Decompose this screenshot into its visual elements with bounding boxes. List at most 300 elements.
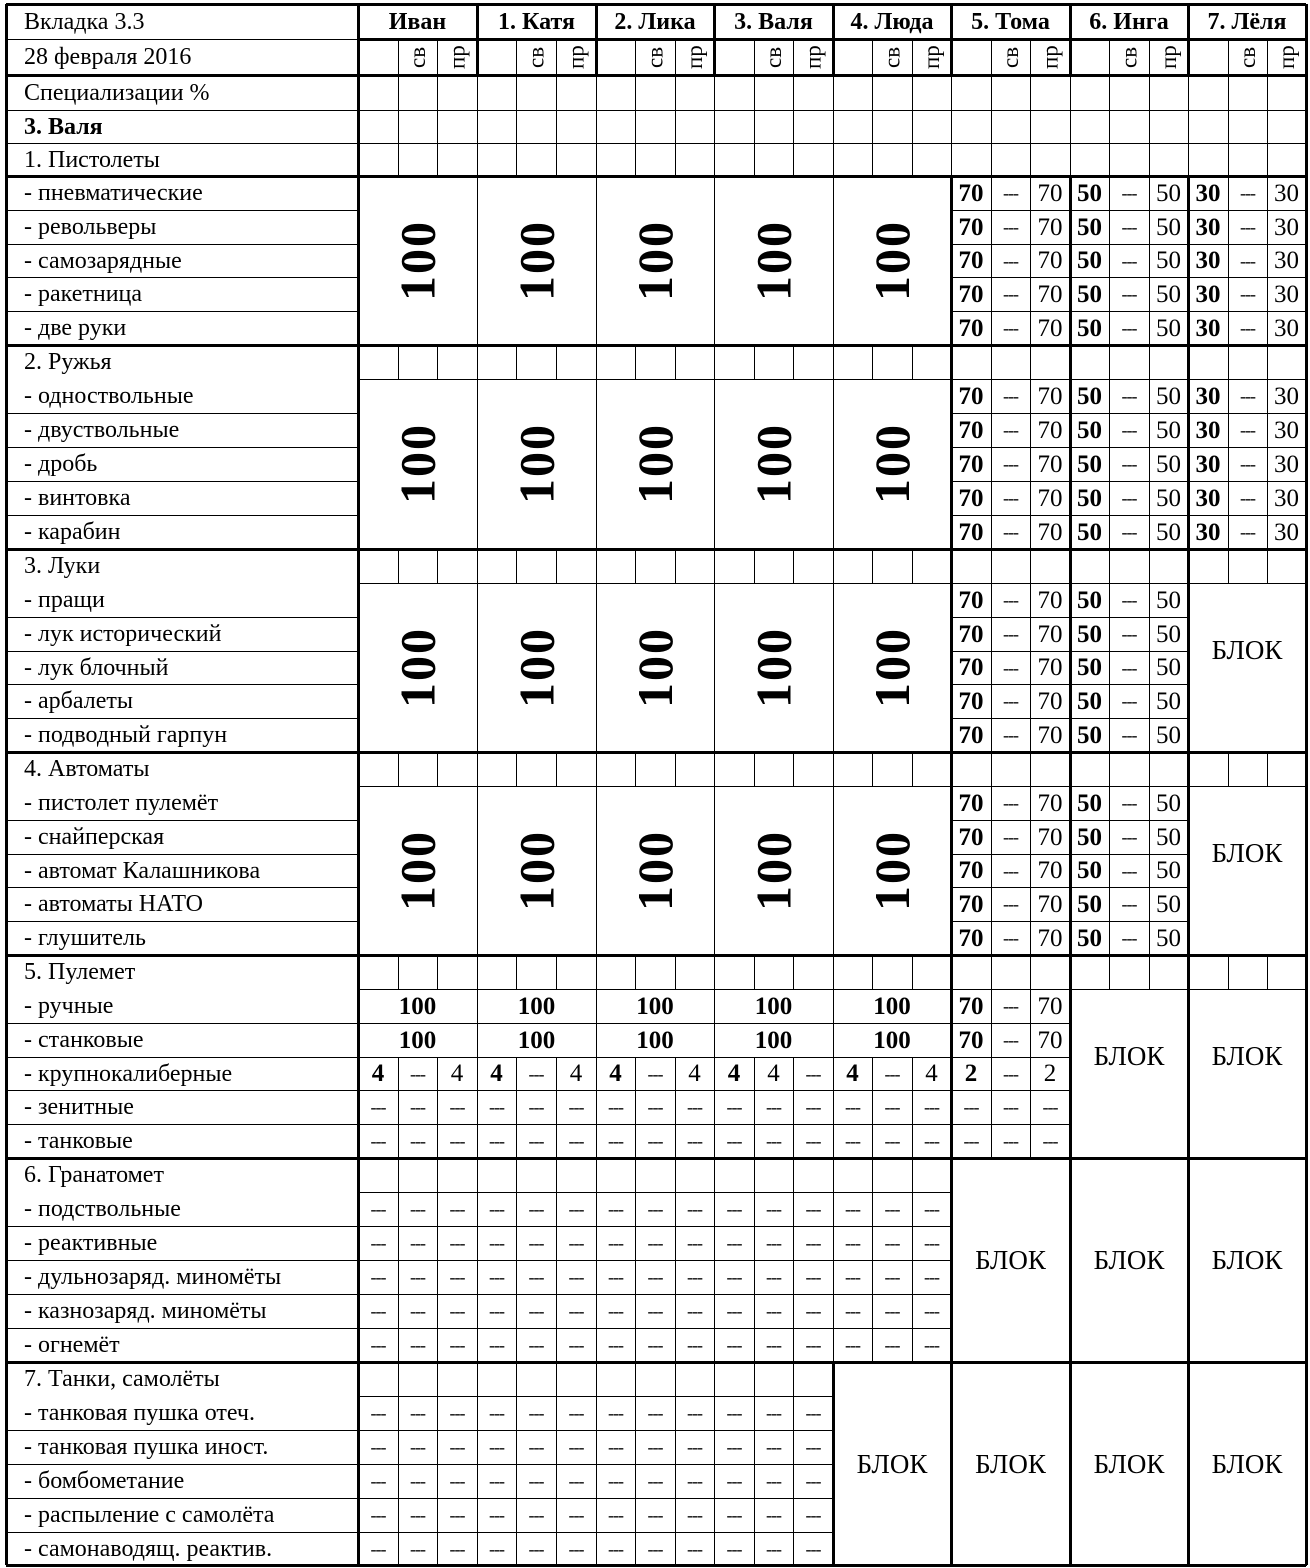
- value-cell: 50: [1077, 620, 1102, 648]
- value-cell: ---: [568, 1539, 584, 1559]
- grid-hline: [1070, 515, 1109, 516]
- grid-hline: [437, 1396, 477, 1397]
- grid-vline: [635, 39, 636, 75]
- merged-100: 100: [745, 627, 802, 708]
- grid-hline: [1228, 447, 1267, 448]
- value-cell: ---: [1240, 522, 1255, 542]
- grid-vline: [516, 75, 517, 110]
- grid-vline: [1109, 820, 1110, 854]
- value-cell: 30: [1274, 450, 1299, 478]
- grid-vline: [635, 1294, 636, 1328]
- value-cell: 4: [767, 1060, 780, 1087]
- grid-hline: [991, 651, 1030, 652]
- grid-vline: [912, 1057, 913, 1090]
- grid-hline: [1149, 921, 1188, 922]
- value-cell: ---: [647, 1335, 663, 1355]
- grid-hline: [1149, 515, 1188, 516]
- value-cell: ---: [647, 1505, 663, 1525]
- grid-hline: [1070, 887, 1109, 888]
- value-cell: ---: [608, 1335, 623, 1355]
- grid-vline: [635, 1124, 636, 1158]
- merged-100: 100: [627, 830, 683, 911]
- grid-hline: [1109, 277, 1149, 278]
- grid-vline: [437, 1328, 438, 1362]
- grid-vline: [754, 1362, 755, 1396]
- person-header: Иван: [388, 8, 447, 35]
- grid-hline: [951, 515, 991, 516]
- value-cell: 70: [958, 620, 984, 648]
- grid-vline: [912, 1158, 913, 1192]
- grid-hline: [516, 1124, 556, 1125]
- section-title: 2. Ружья: [24, 349, 112, 375]
- value-cell: ---: [726, 1267, 742, 1287]
- grid-hline: [477, 1328, 516, 1329]
- value-cell: ---: [410, 1097, 425, 1117]
- value-cell: 50: [1156, 247, 1181, 274]
- grid-vline: [1030, 617, 1031, 651]
- value-cell: ---: [1003, 725, 1018, 745]
- value-cell: ---: [449, 1471, 465, 1491]
- grid-vline: [1109, 379, 1110, 413]
- grid-vline: [437, 1498, 438, 1532]
- grid-vline: [675, 143, 676, 176]
- value-cell: 50: [1077, 823, 1102, 851]
- grid-hline: [833, 786, 951, 787]
- grid-hline: [398, 1260, 437, 1261]
- value-cell: ---: [766, 1471, 781, 1491]
- grid-vline: [477, 1498, 478, 1532]
- grid-vline: [675, 1226, 676, 1260]
- value-cell: ---: [726, 1539, 742, 1559]
- grid-hline: [516, 110, 556, 111]
- grid-hline: [991, 1090, 1030, 1091]
- value-cell: 50: [1156, 280, 1181, 308]
- grid-vline: [1109, 549, 1110, 583]
- grid-vline: [872, 1057, 873, 1090]
- grid-vline: [833, 1260, 834, 1294]
- value-cell: 50: [1156, 179, 1181, 207]
- grid-hline: [1109, 311, 1149, 312]
- value-cell: ---: [1003, 827, 1018, 847]
- grid-hline: [1070, 617, 1109, 618]
- value-cell: ---: [766, 1131, 781, 1151]
- grid-hline: [951, 887, 991, 888]
- value-cell: ---: [370, 1131, 386, 1151]
- grid-vline: [596, 379, 597, 549]
- grid-vline: [1149, 786, 1150, 820]
- value-cell: 70: [958, 924, 984, 952]
- grid-vline: [516, 955, 517, 989]
- value-cell: ---: [528, 1539, 544, 1559]
- value-cell: ---: [1240, 454, 1255, 474]
- value-cell: 70: [958, 518, 984, 546]
- item-label: - револьверы: [24, 214, 157, 240]
- grid-hline: [358, 1226, 398, 1227]
- grid-vline: [477, 583, 478, 752]
- grid-vline: [872, 1124, 873, 1158]
- grid-vline: [1030, 345, 1031, 379]
- value-cell: 4: [727, 1060, 741, 1087]
- value-cell: 70: [1037, 687, 1063, 715]
- value-cell: 70: [1037, 620, 1063, 648]
- grid-vline: [398, 345, 399, 379]
- merged-100: 100: [389, 627, 446, 708]
- grid-hline: [1109, 820, 1149, 821]
- sub-pr: пр: [919, 45, 944, 69]
- value-cell: ---: [647, 1063, 663, 1084]
- value-cell: 50: [1077, 314, 1102, 342]
- value-cell: ---: [489, 1403, 504, 1423]
- value-cell: 30: [1274, 314, 1299, 342]
- grid-hline: [793, 1396, 833, 1397]
- grid-hline: [1030, 684, 1070, 685]
- grid-vline: [1109, 921, 1110, 955]
- grid-hline: [6, 3, 1306, 6]
- grid-vline: [556, 1192, 557, 1226]
- merged-100: 100: [873, 992, 911, 1020]
- grid-hline: [872, 1294, 912, 1295]
- grid-hline: [358, 143, 398, 144]
- grid-vline: [1228, 447, 1229, 481]
- item-label: - одноствольные: [24, 383, 194, 409]
- value-cell: ---: [1121, 183, 1137, 203]
- grid-hline: [991, 1124, 1030, 1125]
- value-cell: 70: [1037, 654, 1063, 681]
- grid-hline: [596, 583, 714, 584]
- value-cell: ---: [370, 1335, 386, 1355]
- grid-vline: [556, 1430, 557, 1464]
- grid-vline: [991, 921, 992, 955]
- grid-vline: [635, 1226, 636, 1260]
- sub-sv: св: [405, 46, 430, 68]
- grid-vline: [1030, 1090, 1031, 1124]
- grid-hline: [6, 110, 358, 111]
- value-cell: ---: [449, 1505, 465, 1525]
- grid-hline: [596, 110, 635, 111]
- value-cell: ---: [1121, 725, 1137, 745]
- value-cell: 30: [1195, 382, 1221, 410]
- grid-vline: [714, 110, 715, 143]
- grid-hline: [793, 1294, 833, 1295]
- grid-hline: [398, 110, 437, 111]
- item-label: - ручные: [24, 993, 114, 1019]
- grid-hline: [754, 110, 793, 111]
- grid-hline: [398, 143, 437, 144]
- grid-vline: [437, 1124, 438, 1158]
- value-cell: ---: [608, 1471, 623, 1491]
- grid-vline: [1228, 277, 1229, 311]
- grid-vline: [477, 1464, 478, 1498]
- merged-100: 100: [389, 220, 446, 301]
- value-cell: ---: [1003, 657, 1018, 678]
- item-label: - самонаводящ. реактив.: [24, 1536, 273, 1562]
- grid-hline: [714, 1328, 754, 1329]
- grid-hline: [754, 1226, 793, 1227]
- grid-vline: [872, 75, 873, 110]
- grid-vline: [398, 75, 399, 110]
- grid-vline: [833, 143, 834, 176]
- grid-hline: [1109, 684, 1149, 685]
- grid-vline: [516, 549, 517, 583]
- grid-hline: [1188, 515, 1228, 516]
- grid-hline: [1109, 244, 1149, 245]
- grid-vline: [556, 1260, 557, 1294]
- grid-hline: [872, 1226, 912, 1227]
- grid-vline: [833, 75, 834, 110]
- grid-vline: [477, 1057, 478, 1090]
- grid-hline: [754, 1124, 793, 1125]
- value-cell: ---: [608, 1267, 623, 1287]
- grid-hline: [872, 110, 912, 111]
- value-cell: ---: [1121, 217, 1137, 237]
- grid-vline: [1109, 39, 1110, 75]
- grid-vline: [1109, 345, 1110, 379]
- grid-vline: [516, 1057, 517, 1090]
- grid-vline: [872, 143, 873, 176]
- grid-hline: [951, 921, 991, 922]
- grid-hline: [951, 989, 991, 990]
- grid-vline: [1109, 718, 1110, 752]
- sub-pr: пр: [682, 45, 707, 69]
- value-cell: ---: [449, 1335, 465, 1355]
- item-label: - танковая пушка иност.: [24, 1434, 269, 1460]
- grid-vline: [1109, 110, 1110, 143]
- grid-vline: [912, 549, 913, 583]
- grid-vline: [437, 345, 438, 379]
- value-cell: 70: [1037, 823, 1063, 851]
- value-cell: ---: [608, 1539, 623, 1559]
- grid-vline: [1267, 110, 1268, 143]
- grid-vline: [1149, 549, 1150, 583]
- grid-hline: [991, 921, 1030, 922]
- value-cell: ---: [726, 1437, 742, 1457]
- value-cell: ---: [410, 1199, 425, 1219]
- merged-100: 100: [745, 423, 802, 505]
- value-cell: ---: [687, 1233, 702, 1253]
- grid-hline: [596, 1192, 635, 1193]
- grid-hline: [437, 1294, 477, 1295]
- grid-hline: [833, 1192, 872, 1193]
- grid-vline: [872, 955, 873, 989]
- grid-hline: [358, 1396, 398, 1397]
- grid-vline: [793, 1532, 794, 1566]
- grid-hline: [358, 1023, 477, 1024]
- grid-vline: [714, 583, 715, 752]
- value-cell: ---: [647, 1267, 663, 1287]
- value-cell: ---: [924, 1199, 939, 1219]
- grid-vline: [714, 1328, 715, 1362]
- grid-hline: [516, 1430, 556, 1431]
- value-cell: ---: [1121, 522, 1137, 542]
- grid-hline: [556, 1226, 596, 1227]
- grid-hline: [1267, 311, 1306, 312]
- grid-hline: [872, 1328, 912, 1329]
- value-cell: ---: [410, 1301, 425, 1321]
- grid-vline: [951, 143, 952, 176]
- grid-vline: [991, 617, 992, 651]
- grid-vline: [872, 1328, 873, 1362]
- grid-vline: [675, 345, 676, 379]
- grid-vline: [675, 1464, 676, 1498]
- grid-vline: [516, 345, 517, 379]
- grid-hline: [556, 1124, 596, 1125]
- grid-vline: [516, 1090, 517, 1124]
- value-cell: ---: [410, 1335, 425, 1355]
- value-cell: ---: [884, 1335, 900, 1355]
- item-label: - пистолет пулемёт: [24, 790, 219, 816]
- grid-hline: [1109, 617, 1149, 618]
- grid-hline: [675, 1226, 714, 1227]
- grid-vline: [675, 1124, 676, 1158]
- grid-vline: [1030, 481, 1031, 515]
- grid-vline: [754, 549, 755, 583]
- person-header: 6. Инга: [1089, 8, 1169, 35]
- grid-hline: [596, 1464, 635, 1465]
- grid-vline: [991, 583, 992, 617]
- item-label: - реактивные: [24, 1230, 158, 1256]
- grid-hline: [991, 854, 1030, 855]
- grid-hline: [1149, 684, 1188, 685]
- grid-hline: [596, 1430, 635, 1431]
- grid-vline: [754, 1158, 755, 1192]
- grid-hline: [793, 1464, 833, 1465]
- grid-vline: [793, 1260, 794, 1294]
- item-label: - пращи: [24, 587, 105, 613]
- value-cell: 30: [1274, 382, 1299, 410]
- grid-hline: [1070, 684, 1109, 685]
- grid-hline: [1030, 481, 1070, 482]
- value-cell: ---: [410, 1233, 425, 1253]
- grid-hline: [437, 1328, 477, 1329]
- value-cell: ---: [608, 1131, 623, 1151]
- grid-vline: [872, 110, 873, 143]
- grid-hline: [1109, 651, 1149, 652]
- grid-hline: [516, 1090, 556, 1091]
- value-cell: ---: [370, 1403, 386, 1423]
- value-cell: ---: [370, 1267, 386, 1287]
- grid-vline: [357, 4, 360, 1565]
- grid-vline: [596, 1260, 597, 1294]
- grid-vline: [1030, 176, 1031, 210]
- grid-hline: [675, 1464, 714, 1465]
- section-title: 3. Луки: [24, 553, 101, 579]
- grid-vline: [1267, 447, 1268, 481]
- value-cell: ---: [410, 1131, 425, 1151]
- value-cell: ---: [1003, 860, 1018, 881]
- merged-100: 100: [864, 830, 920, 911]
- grid-vline: [675, 1532, 676, 1566]
- grid-vline: [1267, 176, 1268, 210]
- value-cell: 30: [1274, 518, 1299, 546]
- grid-hline: [951, 143, 991, 144]
- grid-vline: [1187, 4, 1190, 75]
- merged-100: 100: [754, 1026, 793, 1054]
- value-cell: 30: [1274, 484, 1299, 512]
- value-cell: ---: [449, 1233, 465, 1253]
- grid-vline: [398, 1192, 399, 1226]
- merged-100: 100: [636, 992, 674, 1020]
- value-cell: 70: [1037, 789, 1063, 817]
- grid-vline: [398, 1057, 399, 1090]
- grid-hline: [714, 989, 833, 990]
- grid-vline: [596, 1362, 597, 1396]
- item-label: - лук блочный: [24, 654, 169, 681]
- grid-hline: [398, 1192, 437, 1193]
- grid-hline: [516, 1532, 556, 1533]
- grid-hline: [793, 1226, 833, 1227]
- value-cell: ---: [410, 1437, 425, 1457]
- value-cell: ---: [726, 1335, 742, 1355]
- grid-vline: [675, 752, 676, 786]
- grid-hline: [1030, 447, 1070, 448]
- value-cell: 30: [1195, 518, 1221, 546]
- grid-vline: [1149, 176, 1150, 210]
- grid-hline: [1109, 143, 1149, 144]
- value-cell: ---: [370, 1471, 386, 1491]
- grid-hline: [1228, 311, 1267, 312]
- grid-vline: [675, 955, 676, 989]
- grid-vline: [556, 1328, 557, 1362]
- value-cell: 50: [1077, 654, 1102, 681]
- grid-vline: [1030, 752, 1031, 786]
- grid-hline: [477, 989, 596, 990]
- grid-vline: [1149, 820, 1150, 854]
- value-cell: ---: [410, 1539, 425, 1559]
- grid-hline: [596, 1023, 714, 1024]
- grid-vline: [1149, 143, 1150, 176]
- merged-100: 100: [627, 627, 683, 708]
- grid-hline: [1188, 379, 1228, 380]
- grid-vline: [951, 75, 952, 110]
- grid-vline: [1030, 718, 1031, 752]
- value-cell: ---: [687, 1301, 702, 1321]
- grid-hline: [556, 110, 596, 111]
- grid-hline: [6, 548, 1306, 551]
- grid-hline: [951, 413, 991, 414]
- merged-100: 100: [508, 423, 565, 505]
- merged-100: 100: [517, 992, 556, 1020]
- grid-hline: [358, 989, 477, 990]
- grid-hline: [793, 1192, 833, 1193]
- merged-100: 100: [754, 992, 793, 1020]
- grid-vline: [596, 1498, 597, 1532]
- value-cell: ---: [687, 1131, 702, 1151]
- value-cell: 30: [1274, 213, 1299, 241]
- person-header: 4. Люда: [850, 8, 934, 35]
- person-label: 3. Валя: [24, 113, 103, 140]
- grid-hline: [596, 1057, 714, 1058]
- grid-hline: [833, 1057, 951, 1058]
- grid-hline: [951, 447, 991, 448]
- grid-vline: [398, 1396, 399, 1430]
- grid-vline: [1267, 345, 1268, 379]
- grid-vline: [437, 75, 438, 110]
- grid-vline: [516, 1464, 517, 1498]
- value-cell: ---: [687, 1335, 702, 1355]
- grid-hline: [991, 110, 1030, 111]
- grid-vline: [714, 1532, 715, 1566]
- sub-pr: пр: [563, 45, 589, 69]
- value-cell: 50: [1077, 721, 1102, 749]
- item-label: - самозарядные: [24, 248, 182, 274]
- grid-hline: [556, 1396, 596, 1397]
- value-cell: 30: [1195, 247, 1221, 274]
- grid-hline: [635, 1124, 675, 1125]
- value-cell: 50: [1077, 247, 1102, 274]
- grid-vline: [556, 549, 557, 583]
- grid-hline: [1149, 854, 1188, 855]
- item-label: - винтовка: [24, 485, 131, 511]
